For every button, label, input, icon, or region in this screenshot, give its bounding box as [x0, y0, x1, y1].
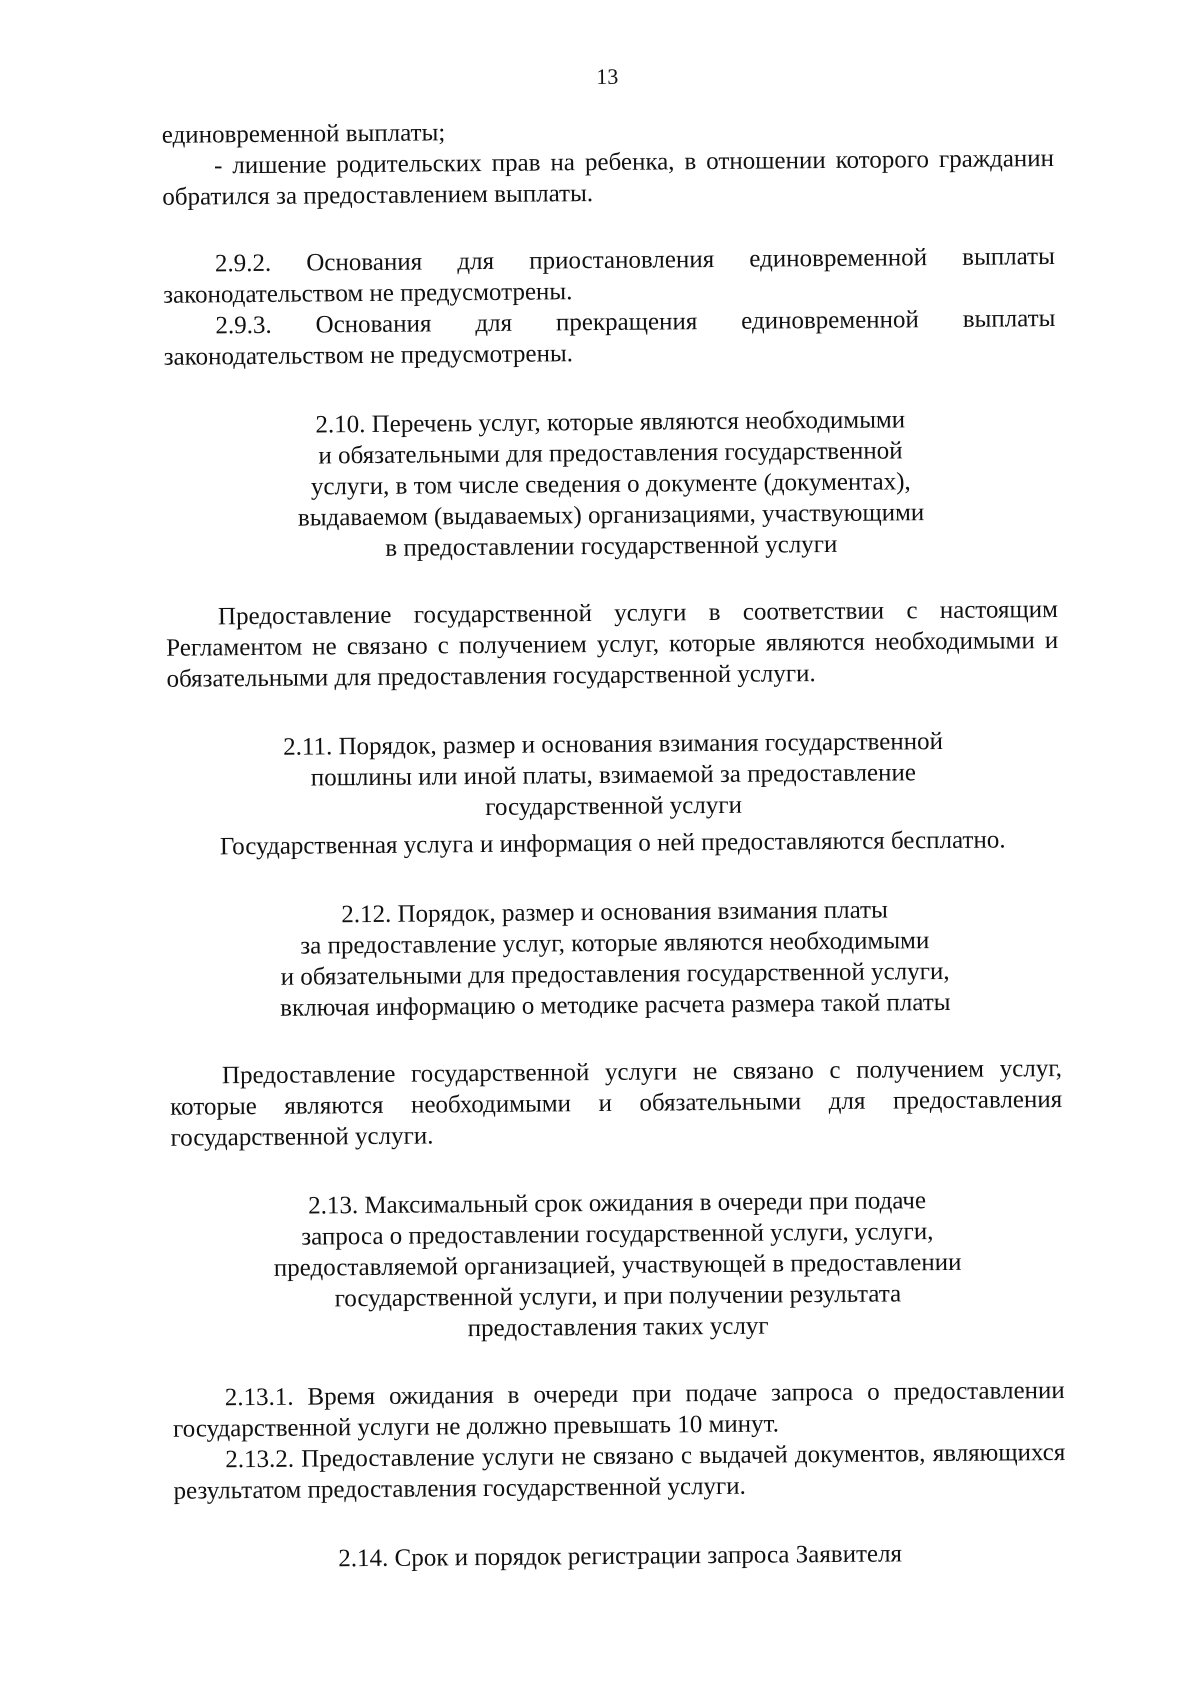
- heading-line: и обязательными для предоставления государственной: [318, 437, 903, 470]
- paragraph-2-13-2: 2.13.2. Предоставление услуги не связано с выдачей документов, являющихся результатом предоставления государственной услуги.: [173, 1438, 1066, 1505]
- heading-line: предоставляемой организацией, участвующей в предоставлении: [273, 1248, 962, 1282]
- heading-line: 2.10. Перечень услуг, которые являются необходимыми: [315, 406, 906, 439]
- paragraph-2-9-3: 2.9.3. Основания для прекращения единовременной выплаты законодательством не предусмотрены.: [163, 305, 1056, 371]
- heading-line: государственной услуги: [485, 791, 743, 821]
- heading-2-14: [174, 1537, 1066, 1576]
- heading-2-10: [164, 403, 1057, 566]
- heading-line: 2.12. Порядок, размер и основания взимания платы: [341, 896, 888, 929]
- paragraph-deprivation: - лишение родительских прав на ребенка, в отношении которого гражданин обратился за предоставлением выплаты.: [162, 145, 1055, 211]
- heading-line: предоставления таких услуг: [467, 1312, 769, 1343]
- heading-line: запроса о предоставлении государственной услуги, услуги,: [301, 1218, 934, 1251]
- heading-line: государственной услуги, и при получении результата: [334, 1280, 902, 1313]
- paragraph-2-9-2: 2.9.2. Основания для приостановления единовременной выплаты законодательством не предусмотрены.: [163, 243, 1055, 309]
- paragraph-2-10-text: Предоставление государственной услуги в соответствии с настоящим Регламентом не связано с получением услуг, которые являются необходимыми и обязательными для предоставления государственной услуги.: [166, 595, 1059, 693]
- heading-line: пошлины или иной платы, взимаемой за предоставление: [310, 759, 917, 792]
- heading-line: 2.13. Максимальный срок ожидания в очереди при подаче: [308, 1187, 927, 1220]
- heading-line: 2.14. Срок и порядок регистрации запроса Заявителя: [338, 1540, 903, 1573]
- heading-2-13: [171, 1184, 1064, 1347]
- paragraph-continuation: единовременной выплаты;: [161, 119, 446, 149]
- heading-2-11: [167, 725, 1060, 826]
- heading-2-12: [168, 893, 1061, 1025]
- page-number: 13: [596, 63, 619, 90]
- heading-line: 2.11. Порядок, размер и основания взимания государственной: [283, 728, 944, 761]
- heading-line: услуги, в том числе сведения о документе (документах),: [310, 468, 911, 501]
- paragraph-2-13-1: 2.13.1. Время ожидания в очереди при подаче запроса о предоставлении государственной услуги не должно превышать 10 минут.: [172, 1376, 1065, 1443]
- heading-line: в предоставлении государственной услуги: [385, 530, 838, 562]
- paragraph-2-11-text: Государственная услуга и информация о ней предоставляются бесплатно.: [219, 826, 1006, 861]
- heading-line: выдаваемом (выдаваемых) организациями, участвующими: [297, 499, 925, 532]
- heading-line: включая информацию о методике расчета размера такой платы: [280, 988, 951, 1022]
- heading-line: и обязательными для предоставления государственной услуги,: [280, 957, 950, 991]
- heading-line: за предоставление услуг, которые являются необходимыми: [300, 927, 930, 960]
- paragraph-2-12-text: Предоставление государственной услуги не связано с получением услуг, которые являются необходимыми и обязательными для предоставления государственной услуги.: [170, 1054, 1063, 1152]
